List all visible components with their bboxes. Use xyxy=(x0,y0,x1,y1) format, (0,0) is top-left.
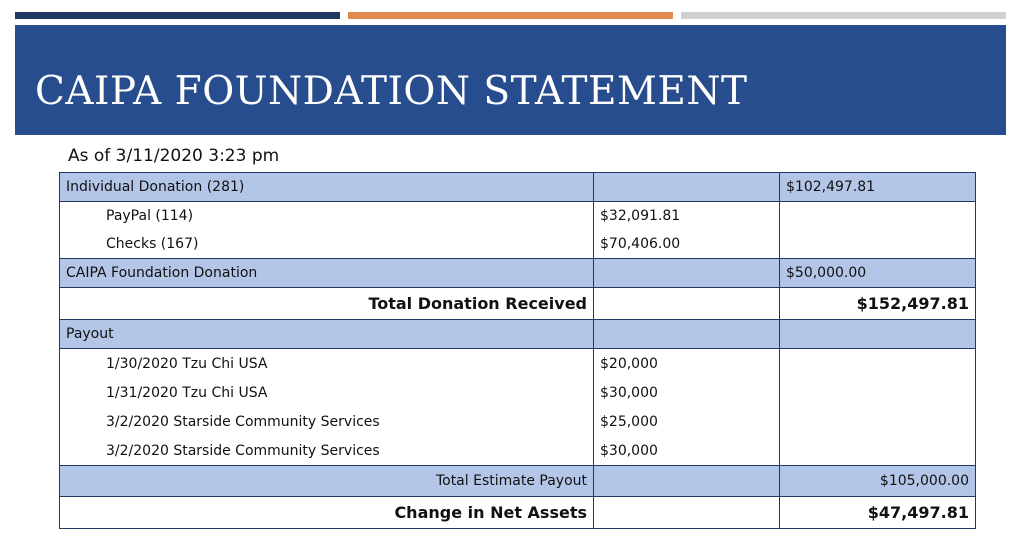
table-row xyxy=(60,349,976,380)
row-label: Total Estimate Payout xyxy=(60,466,594,497)
table-row xyxy=(60,320,976,349)
row-sub-amount: $70,406.00 xyxy=(600,236,681,252)
as-of-timestamp: As of 3/11/2020 3:23 pm xyxy=(68,146,280,166)
table-row xyxy=(60,437,976,466)
row-sub-amount: $30,000 xyxy=(600,385,658,401)
row-amount: $105,000.00 xyxy=(780,466,976,497)
row-amount xyxy=(780,379,976,407)
page-title: CAIPA FOUNDATION STATEMENT xyxy=(35,69,748,114)
row-label: Checks (167) xyxy=(60,230,594,259)
row-amount xyxy=(780,407,976,437)
row-sub-amount xyxy=(594,288,780,320)
row-label: Total Donation Received xyxy=(60,288,594,320)
row-sub-amount: $20,000 xyxy=(600,356,658,372)
table-row-net-assets xyxy=(60,497,976,529)
row-label: Payout xyxy=(60,320,594,349)
table-row xyxy=(60,202,976,231)
table-row xyxy=(60,173,976,202)
row-amount xyxy=(780,349,976,380)
table-row xyxy=(60,407,976,437)
row-sub-amount: $25,000 xyxy=(600,414,658,430)
row-amount: $47,497.81 xyxy=(780,497,976,529)
row-label: Individual Donation (281) xyxy=(60,173,594,202)
row-amount: $102,497.81 xyxy=(780,173,976,202)
row-label: 1/30/2020 Tzu Chi USA xyxy=(60,349,594,380)
row-amount xyxy=(780,320,976,349)
title-banner xyxy=(15,25,1006,135)
row-amount: $50,000.00 xyxy=(780,259,976,288)
row-amount xyxy=(780,437,976,466)
table-row xyxy=(60,259,976,288)
row-label: CAIPA Foundation Donation xyxy=(60,259,594,288)
top-accent-bar-gray xyxy=(681,12,1006,19)
table-row xyxy=(60,379,976,407)
row-label: PayPal (114) xyxy=(60,202,594,231)
row-amount xyxy=(780,202,976,231)
row-label: 1/31/2020 Tzu Chi USA xyxy=(60,379,594,407)
row-label: 3/2/2020 Starside Community Services xyxy=(60,437,594,466)
row-amount xyxy=(780,230,976,259)
row-sub-amount: $32,091.81 xyxy=(600,208,681,224)
top-accent-bar-orange xyxy=(348,12,673,19)
row-sub-amount xyxy=(594,259,780,288)
row-sub-amount xyxy=(594,173,780,202)
row-sub-amount xyxy=(594,320,780,349)
table-row-total-payout xyxy=(60,466,976,497)
row-amount: $152,497.81 xyxy=(780,288,976,320)
table-row-total-donation xyxy=(60,288,976,320)
row-label: Change in Net Assets xyxy=(60,497,594,529)
row-sub-amount xyxy=(594,497,780,529)
row-sub-amount: $30,000 xyxy=(600,443,658,459)
top-accent-bar-navy xyxy=(15,12,340,19)
table-row xyxy=(60,230,976,259)
row-label: 3/2/2020 Starside Community Services xyxy=(60,407,594,437)
row-sub-amount xyxy=(594,466,780,497)
statement-table xyxy=(59,172,976,529)
